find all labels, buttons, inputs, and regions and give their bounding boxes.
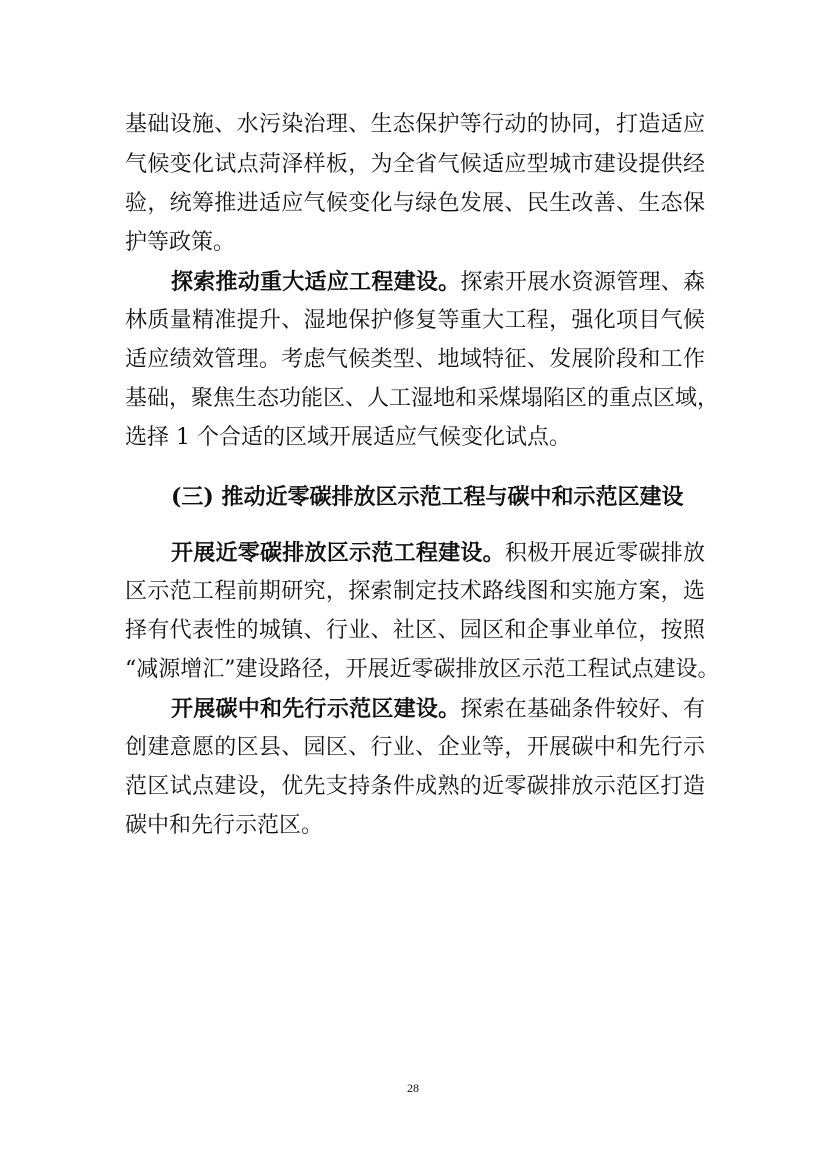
body-text-line: 择有代表性的城镇、行业、社区、园区和企事业单位，按照 <box>125 618 705 643</box>
paragraph-lead: 开展碳中和先行示范区建设。 <box>171 696 461 722</box>
page-number: 28 <box>407 1081 419 1095</box>
paragraph-first-line <box>171 538 705 568</box>
body-text-line: 基础设施、水污染治理、生态保护等行动的协同，打造适应 <box>125 112 705 137</box>
body-text-line: 林质量精准提升、湿地保护修复等重大工程，强化项目气候 <box>125 308 705 333</box>
body-text-line: 区示范工程前期研究，探索制定技术路线图和实施方案，选 <box>125 579 705 604</box>
body-text-line: 范区试点建设，优先支持条件成熟的近零碳排放示范区打造 <box>125 774 705 799</box>
paragraph-lead: 开展近零碳排放区示范工程建设。 <box>171 540 505 566</box>
body-text-line: 基础，聚焦生态功能区、人工湿地和采煤塌陷区的重点区域， <box>125 386 720 411</box>
body-text: 探索开展水资源管理、森 <box>460 270 705 295</box>
section-heading: (三) 推动近零碳排放区示范工程与碳中和示范区建设 <box>171 484 684 510</box>
paragraph-first-line <box>171 267 705 297</box>
body-text: 探索在基础条件较好、有 <box>460 697 705 722</box>
body-text-line: 气候变化试点菏泽样板，为全省气候适应型城市建设提供经 <box>125 152 705 177</box>
paragraph-lead: 探索推动重大适应工程建设。 <box>171 269 461 295</box>
body-text-line: 碳中和先行示范区。 <box>125 813 324 838</box>
body-text-line: 护等政策。 <box>125 230 236 255</box>
body-text-line: 创建意愿的区县、园区、行业、企业等，开展碳中和先行示 <box>125 735 705 760</box>
body-text-line: “减源增汇”建设路径，开展近零碳排放区示范工程试点建设。 <box>125 657 720 682</box>
body-text-line: 验，统筹推进适应气候变化与绿色发展、民生改善、生态保 <box>125 191 705 216</box>
paragraph-first-line <box>171 694 705 724</box>
body-text-line: 选择 1 个合适的区域开展适应气候变化试点。 <box>125 425 571 450</box>
body-text: 积极开展近零碳排放 <box>504 541 705 566</box>
body-text-line: 适应绩效管理。考虑气候类型、地域特征、发展阶段和工作 <box>125 347 705 372</box>
